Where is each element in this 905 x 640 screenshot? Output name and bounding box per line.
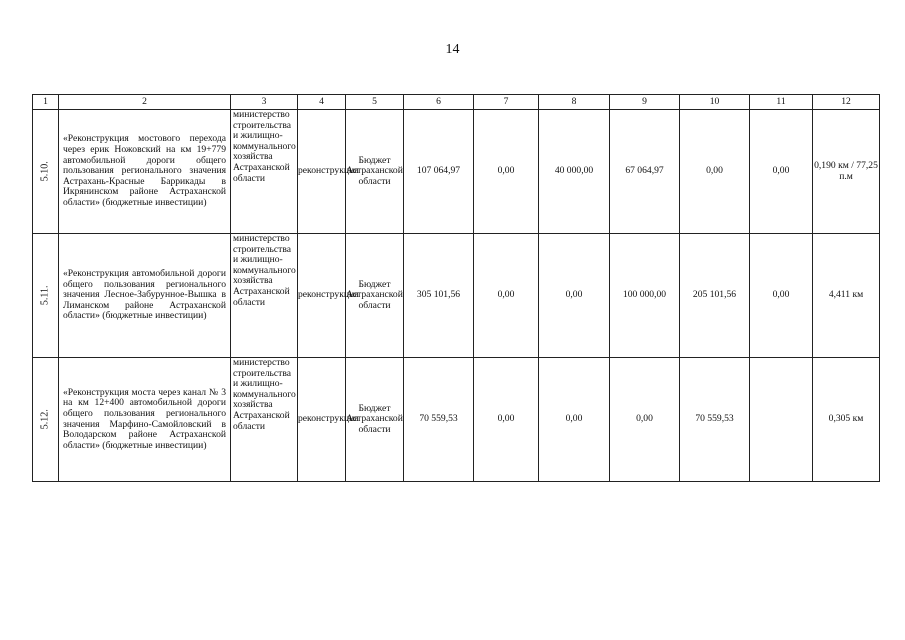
work-type-cell <box>298 358 359 482</box>
column-header: 6 <box>404 95 474 110</box>
value-cell: 0,00 <box>474 358 539 482</box>
investment-table <box>32 94 880 482</box>
table-row <box>33 358 880 482</box>
project-name: «Реконструкция моста через канал № 3 на км 12+400 автомобильной дороги общего пользования регионального значения Марфино-Самойловский в Володарском районе Астраханской области» (бюджетные инвестиции) <box>63 386 226 451</box>
column-header: 4 <box>298 95 346 110</box>
column-header: 5 <box>346 95 404 110</box>
project-name: «Реконструкция автомобильной дороги общего пользования регионального значения Лесное-Забурунное-Вышка в Лиманском районе Астраханской области» (бюджетные инвестиции) <box>63 268 226 322</box>
work-type: реконструкция <box>298 413 359 425</box>
table-header-row <box>33 95 880 110</box>
funding-source-cell <box>346 234 404 358</box>
column-header: 3 <box>231 95 298 110</box>
project-name-cell <box>59 234 231 358</box>
table-row <box>33 234 880 358</box>
ministry-name: министерство строительства и жилищно-коммунального хозяйства Астраханской области <box>233 233 296 308</box>
project-name-cell <box>59 358 231 482</box>
column-header: 10 <box>680 95 750 110</box>
work-type: реконструкция <box>298 165 359 177</box>
value-cell: 0,00 <box>610 358 680 482</box>
column-header: 2 <box>59 95 231 110</box>
value-cell: 70 559,53 <box>404 358 474 482</box>
ministry-cell <box>231 234 298 358</box>
funding-source-cell <box>346 110 404 234</box>
capacity-cell: 0,190 км / 77,25 п.м <box>813 110 880 234</box>
funding-source: Бюджет Астраханской области <box>346 402 403 435</box>
value-cell: 305 101,56 <box>404 234 474 358</box>
funding-source: Бюджет Астраханской области <box>346 278 403 311</box>
project-name-cell <box>59 110 231 234</box>
value-cell: 0,00 <box>539 358 610 482</box>
row-number-cell <box>33 110 59 234</box>
page-number: 14 <box>445 42 460 57</box>
project-name: «Реконструкция мостового перехода через ерик Ножовский на км 19+779 автомобильной дороги общего пользования регионального значения Астрахань-Красные Баррикады в Икрянинском районе Астраханской области» (бюджетные инвестиции) <box>63 133 226 208</box>
ministry-cell <box>231 110 298 234</box>
value-cell: 0,00 <box>539 234 610 358</box>
value-cell: 0,00 <box>474 234 539 358</box>
value-cell: 0,00 <box>750 234 813 358</box>
value-cell: 0,00 <box>474 110 539 234</box>
value-cell: 205 101,56 <box>680 234 750 358</box>
table-row <box>33 110 880 234</box>
work-type: реконструкция <box>298 289 359 301</box>
column-header: 9 <box>610 95 680 110</box>
funding-source-cell <box>346 358 404 482</box>
value-cell: 107 064,97 <box>404 110 474 234</box>
work-type-cell <box>298 234 359 358</box>
value-cell: 67 064,97 <box>610 110 680 234</box>
capacity-cell: 0,305 км <box>813 358 880 482</box>
work-type-cell <box>298 110 359 234</box>
value-cell: 0,00 <box>750 110 813 234</box>
ministry-name: министерство строительства и жилищно-коммунального хозяйства Астраханской области <box>233 109 296 184</box>
value-cell: 100 000,00 <box>610 234 680 358</box>
capacity-cell: 4,411 км <box>813 234 880 358</box>
row-number: 5.11. <box>39 285 51 306</box>
value-cell: 40 000,00 <box>539 110 610 234</box>
column-header: 8 <box>539 95 610 110</box>
column-header: 12 <box>813 95 880 110</box>
ministry-cell <box>231 358 298 482</box>
ministry-name: министерство строительства и жилищно-коммунального хозяйства Астраханской области <box>233 357 296 432</box>
column-header: 7 <box>474 95 539 110</box>
row-number-cell <box>33 358 59 482</box>
column-header: 11 <box>750 95 813 110</box>
column-header: 1 <box>33 95 59 110</box>
value-cell: 70 559,53 <box>680 358 750 482</box>
row-number: 5.12. <box>39 409 51 430</box>
value-cell <box>750 358 813 482</box>
funding-source: Бюджет Астраханской области <box>346 154 403 187</box>
row-number: 5.10. <box>39 161 51 182</box>
value-cell: 0,00 <box>680 110 750 234</box>
row-number-cell <box>33 234 59 358</box>
